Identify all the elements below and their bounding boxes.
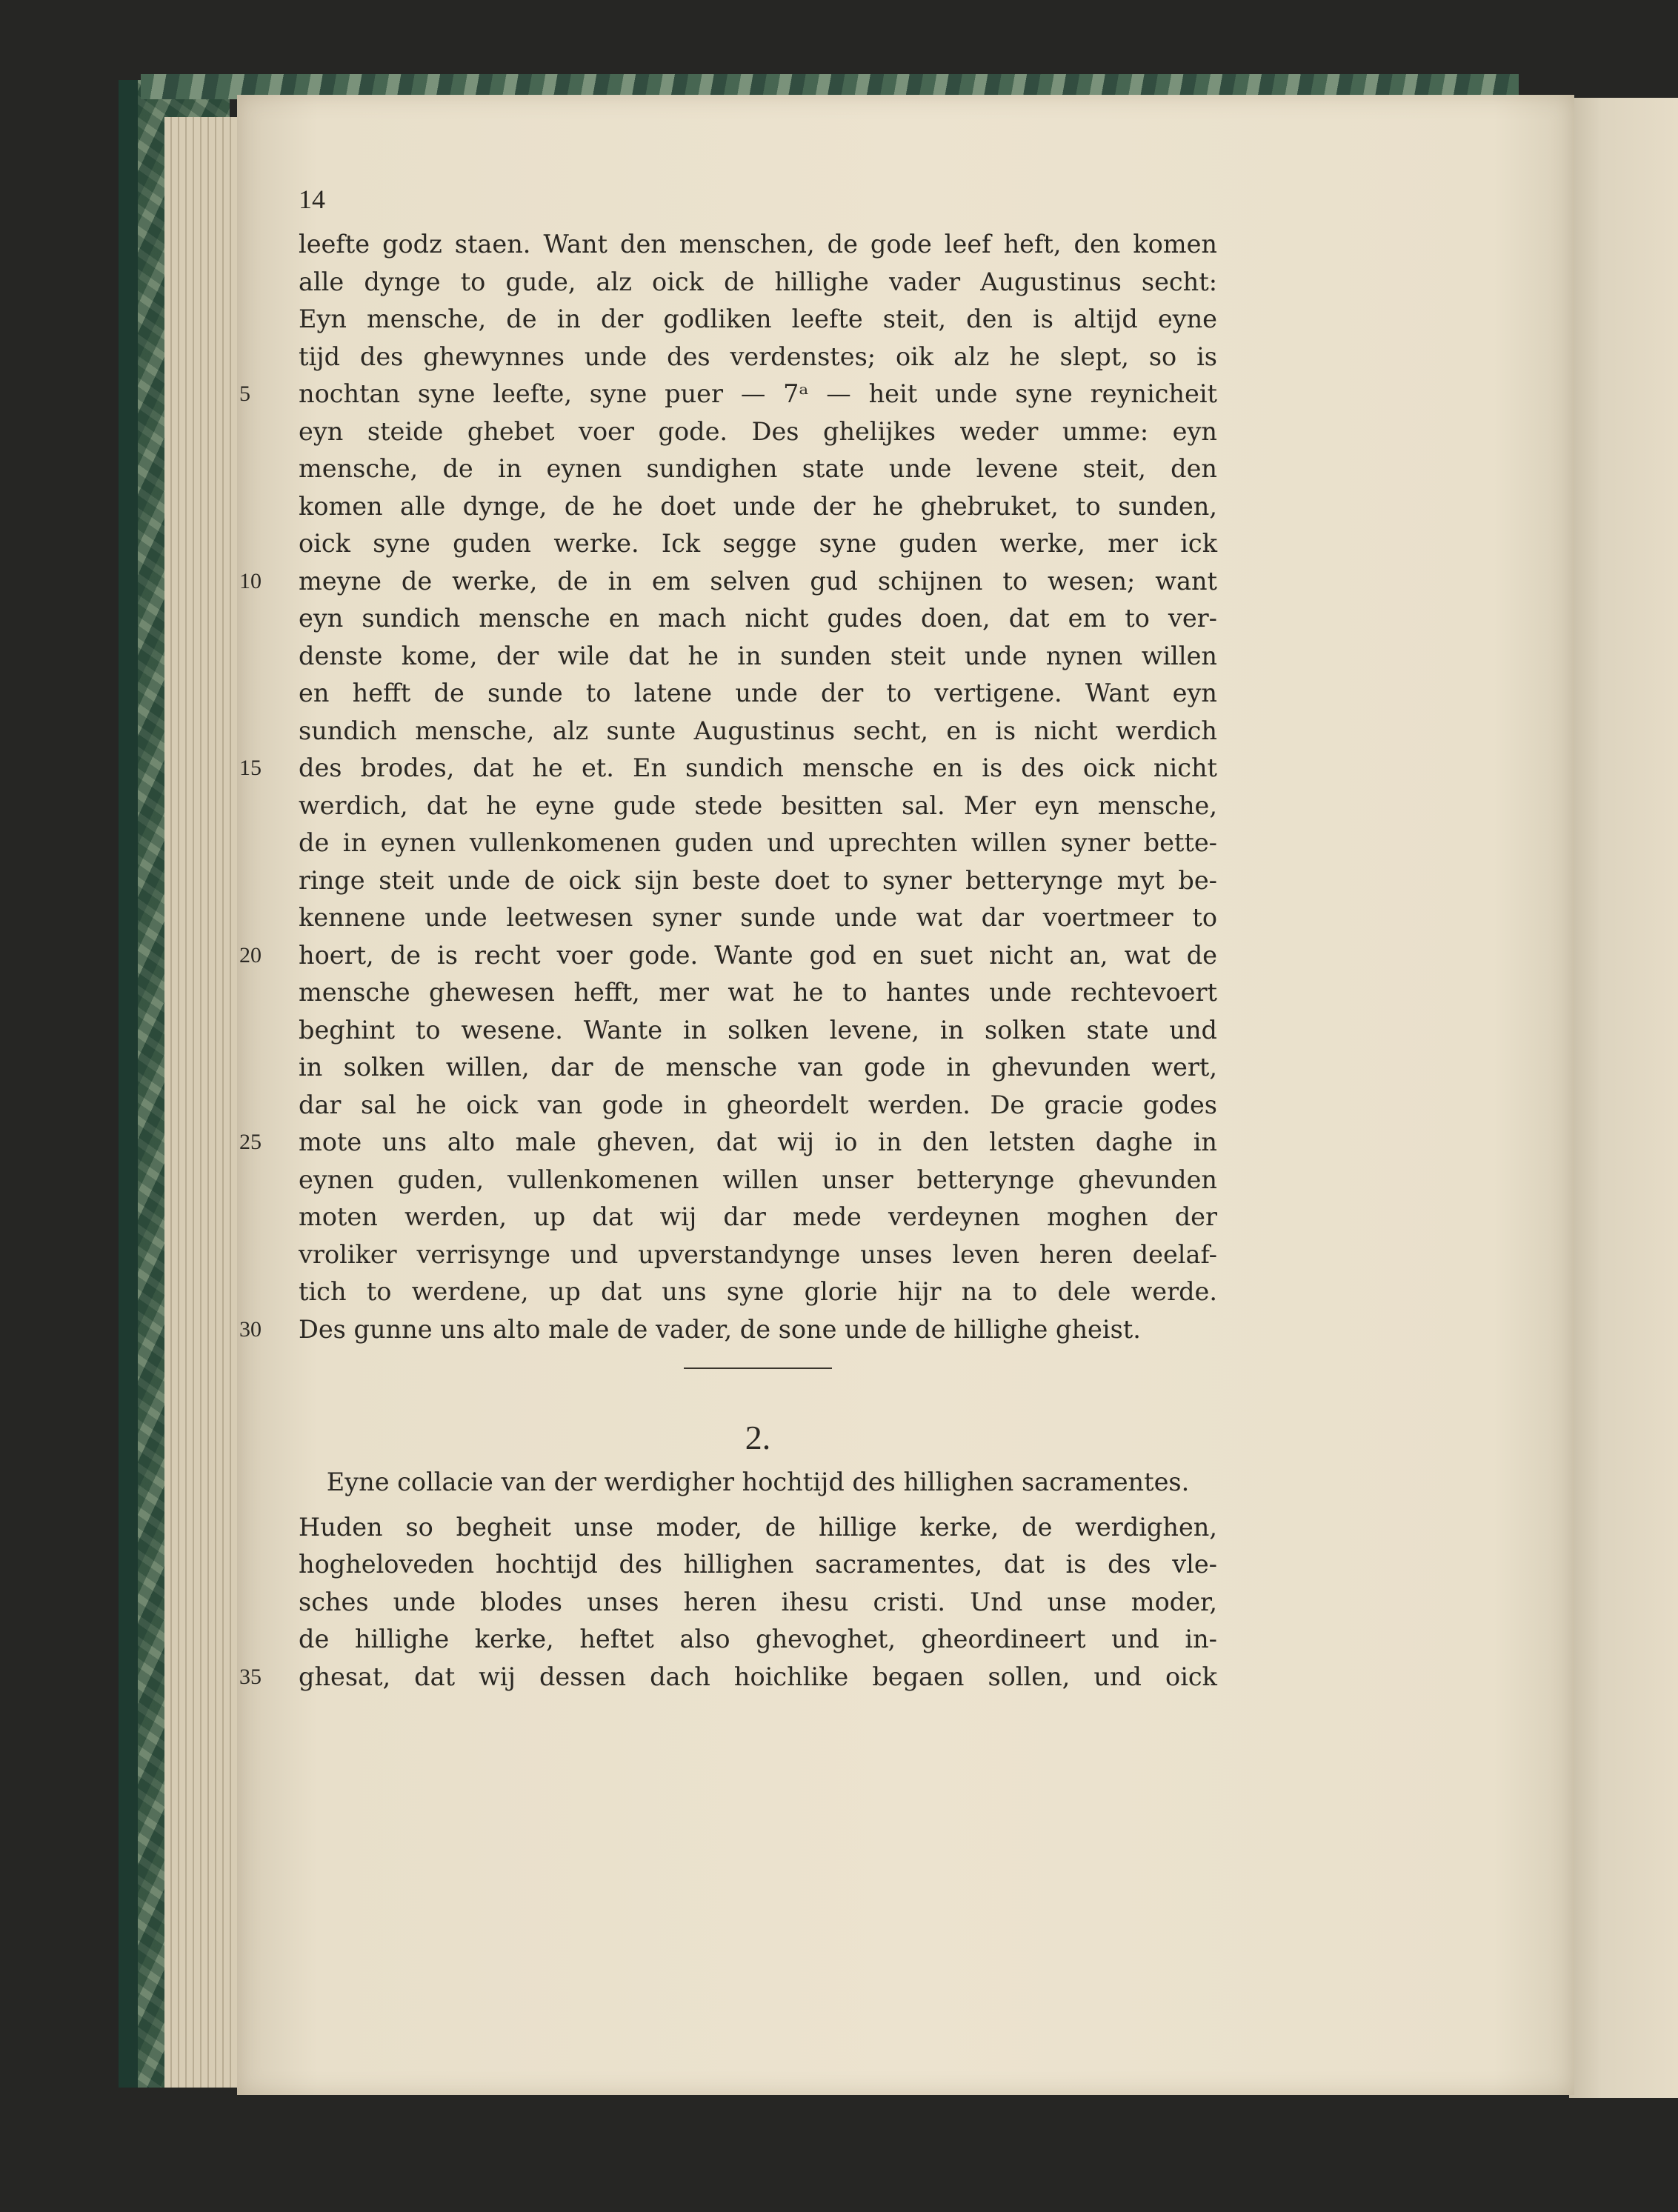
text-line — [299, 1584, 1217, 1622]
text-line — [299, 1509, 1217, 1547]
line-number: 5 — [239, 382, 250, 406]
line-text: Des gunne uns alto male de vader, de sone unde de hillighe gheist. — [299, 1314, 1141, 1344]
text-line — [299, 450, 1217, 488]
text-line — [299, 226, 1217, 264]
line-text: de in eynen vullenkomenen guden und uprechten willen syner bette- — [299, 828, 1217, 857]
line-number: 30 — [239, 1316, 262, 1342]
line-text: moten werden, up dat wij dar mede verdeynen moghen der — [299, 1202, 1217, 1231]
text-line — [299, 301, 1217, 339]
line-text: ringe steit unde de oick sijn beste doet to syner betterynge myt be- — [299, 865, 1217, 895]
line-text: werdich, dat he eyne gude stede besitten sal. Mer eyn mensche, — [299, 790, 1217, 820]
line-text: ghesat, dat wij dessen dach hoichlike begaen sollen, und oick — [299, 1662, 1217, 1691]
text-line — [299, 1236, 1217, 1274]
line-text: de hillighe kerke, heftet also ghevoghet, gheordineert und in- — [299, 1625, 1217, 1653]
line-text: in solken willen, dar de mensche van gode in ghevunden wert, — [299, 1053, 1217, 1082]
line-text: vroliker verrisynge und upverstandynge unses leven heren deelaf- — [299, 1239, 1217, 1269]
section-1-body — [239, 226, 1217, 1348]
text-line — [239, 1311, 1217, 1349]
text-line — [299, 1621, 1217, 1659]
section-divider — [684, 1367, 832, 1369]
text-line — [299, 600, 1217, 638]
line-text: leefte godz staen. Want den menschen, de gode leef heft, den komen — [299, 230, 1217, 259]
facing-page-edge — [1569, 98, 1678, 2098]
line-text: Eyn mensche, de in der godliken leefte steit, den is altijd eyne — [299, 304, 1217, 333]
text-line — [299, 488, 1217, 526]
page-edges — [164, 117, 246, 2088]
text-line — [239, 1659, 1217, 1696]
line-text: eynen guden, vullenkomenen willen unser betterynge ghevunden — [299, 1165, 1217, 1194]
text-line — [299, 862, 1217, 900]
line-text: tich to werdene, up dat uns syne glorie hijr na to dele werde. — [299, 1277, 1217, 1306]
line-text: sches unde blodes unses heren ihesu cristi. Und unse moder, — [299, 1587, 1217, 1616]
line-number: 25 — [239, 1130, 262, 1154]
line-text: sundich mensche, alz sunte Augustinus secht, en is nicht werdich — [299, 716, 1217, 745]
text-line — [299, 1049, 1217, 1087]
text-line — [299, 1162, 1217, 1199]
line-text: alle dynge to gude, alz oick de hillighe vader Augustinus secht: — [299, 267, 1217, 296]
text-line — [299, 525, 1217, 563]
line-number: 15 — [239, 756, 262, 780]
text-line — [239, 937, 1217, 975]
text-line — [299, 675, 1217, 713]
text-line — [299, 264, 1217, 302]
line-number: 10 — [239, 568, 262, 593]
line-text: mensche, de in eynen sundighen state unde levene steit, den — [299, 454, 1217, 483]
line-number: 20 — [239, 942, 262, 967]
text-line — [299, 413, 1217, 451]
text-line — [239, 750, 1217, 787]
text-line — [239, 376, 1217, 413]
text-line — [299, 339, 1217, 376]
line-text: Huden so begheit unse moder, de hillige kerke, de werdighen, — [299, 1512, 1217, 1542]
line-text: mensche ghewesen hefft, mer wat he to hantes unde rechtevoert — [299, 978, 1217, 1007]
line-text: komen alle dynge, de he doet unde der he ghebruket, to sunden, — [299, 491, 1217, 521]
section-2-body — [239, 1509, 1217, 1696]
text-line — [239, 1124, 1217, 1162]
text-line — [299, 787, 1217, 825]
line-number: 35 — [239, 1664, 262, 1689]
text-line — [299, 1087, 1217, 1125]
text-line — [299, 1012, 1217, 1050]
line-text: beghint to wesene. Wante in solken levene, in solken state und — [299, 1015, 1217, 1045]
book-spine — [119, 80, 138, 2088]
line-text: oick syne guden werke. Ick segge syne guden werke, mer ick — [299, 529, 1217, 558]
text-line — [299, 824, 1217, 862]
text-block — [239, 226, 1217, 1696]
text-line — [299, 713, 1217, 750]
text-line — [239, 563, 1217, 601]
text-line — [299, 638, 1217, 676]
text-line — [299, 974, 1217, 1012]
line-text: des brodes, dat he et. En sundich mensche en is des oick nicht — [299, 753, 1217, 782]
line-text: en hefft de sunde to latene unde der to vertigene. Want eyn — [299, 679, 1217, 707]
line-text: meyne de werke, de in em selven gud schijnen to wesen; want — [299, 566, 1217, 596]
line-text: hoert, de is recht voer gode. Wante god en suet nicht an, wat de — [299, 940, 1217, 970]
text-line — [299, 1199, 1217, 1236]
line-text: mote uns alto male gheven, dat wij io in den letsten daghe in — [299, 1127, 1217, 1156]
text-line — [299, 899, 1217, 937]
text-line — [299, 1546, 1217, 1584]
line-text: tijd des ghewynnes unde des verdenstes; oik alz he slept, so is — [299, 342, 1217, 371]
line-text: eyn sundich mensche en mach nicht gudes doen, dat em to ver- — [299, 604, 1217, 633]
text-line — [299, 1273, 1217, 1311]
section-number: 2. — [745, 1419, 771, 1456]
line-text: eyn steide ghebet voer gode. Des ghelijkes weder umme: eyn — [299, 416, 1217, 446]
line-text: kennene unde leetwesen syner sunde unde wat dar voertmeer to — [299, 903, 1217, 932]
section-title: Eyne collacie van der werdigher hochtijd des hillighen sacramentes. — [326, 1468, 1190, 1496]
page-number: 14 — [299, 184, 325, 214]
line-text: denste kome, der wile dat he in sunden steit unde nynen willen — [299, 641, 1217, 670]
line-text: hogheloveden hochtijd des hillighen sacramentes, dat is des vle- — [299, 1550, 1217, 1579]
line-text: dar sal he oick van gode in gheordelt werden. De gracie godes — [299, 1090, 1217, 1119]
line-text: nochtan syne leefte, syne puer — 7ᵃ — heit unde syne reynicheit — [299, 379, 1217, 408]
